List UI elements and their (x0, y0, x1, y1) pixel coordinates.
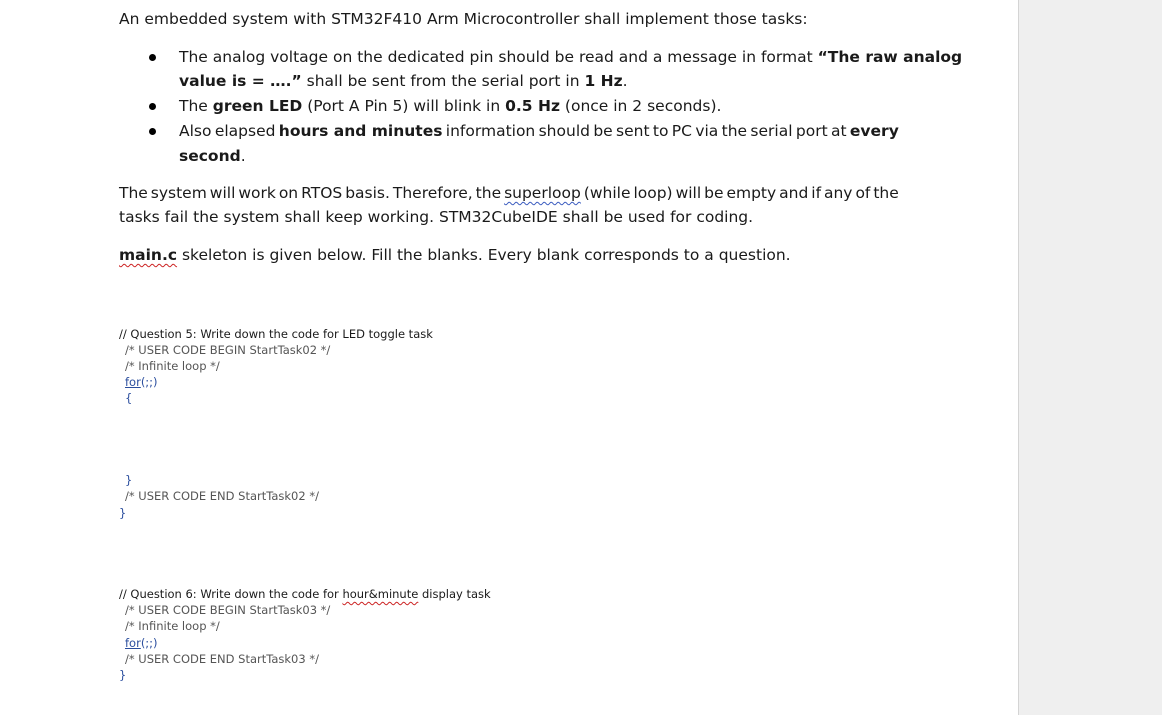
bullet-3-period: . (240, 147, 246, 165)
word: and (779, 184, 809, 202)
q5-end-comment: /* USER CODE END StartTask02 */ (125, 489, 319, 503)
word: of (855, 184, 871, 202)
word: sent (616, 122, 650, 140)
q6-comment-end: display task (418, 587, 491, 601)
q5-function-close: } (119, 506, 127, 520)
word: any (823, 184, 853, 202)
system-text: tasks fail the system shall keep working. STM32CubeIDE shall be used for coding. (119, 208, 754, 226)
bullet-icon (149, 128, 156, 135)
for-args: (;;) (140, 375, 158, 389)
q6-begin-comment: /* USER CODE BEGIN StartTask03 */ (125, 603, 331, 617)
word: Also (179, 122, 212, 140)
bullet-3-bold-second: second (179, 147, 241, 165)
q5-begin-comment: /* USER CODE BEGIN StartTask02 */ (125, 343, 331, 357)
q5-close-brace: } (125, 473, 133, 487)
word: to (652, 122, 669, 140)
bullet-2-led: green LED (212, 97, 303, 115)
word: Therefore, (392, 184, 473, 202)
word: port (795, 122, 828, 140)
bullet-2-frequency: 0.5 Hz (505, 97, 560, 115)
word: the (873, 184, 899, 202)
word: basis. (345, 184, 390, 202)
bullet-3-bold-hours: hours and minutes (278, 122, 443, 140)
system-paragraph-line-1 (119, 181, 899, 205)
word: will (675, 184, 702, 202)
word: PC (671, 122, 692, 140)
bullet-1-line-2 (179, 69, 899, 93)
q5-for-statement (125, 374, 158, 390)
q6-function-close: } (119, 668, 127, 682)
for-keyword: for (125, 636, 141, 650)
bullet-1-bold-format: “The raw analog (817, 48, 963, 66)
q5-comment: // Question 5: Write down the code for LED toggle task (119, 327, 433, 341)
word: if (811, 184, 822, 202)
bullet-icon (149, 54, 156, 61)
q6-comment-text: // Question 6: Write down the code for (119, 587, 343, 601)
word: the (721, 122, 748, 140)
skeleton-text: skeleton is given below. Fill the blanks. Every blank corresponds to a question. (177, 246, 791, 264)
for-keyword: for (125, 375, 141, 389)
q5-loop-comment: /* Infinite loop */ (125, 359, 220, 373)
bullet-1-frequency: 1 Hz (584, 72, 623, 90)
word: The (119, 184, 148, 202)
word: at (831, 122, 847, 140)
word: work (238, 184, 276, 202)
bullet-3-bold-every: every (849, 122, 899, 140)
q6-for-statement (125, 635, 158, 651)
intro-paragraph (119, 7, 899, 31)
file-name: main.c (119, 246, 178, 264)
skeleton-paragraph (119, 243, 899, 267)
word: loop) (633, 184, 673, 202)
q6-end-comment: /* USER CODE END StartTask03 */ (125, 652, 319, 666)
bullet-2-port: (Port A Pin 5) will blink in (302, 97, 506, 115)
word: via (695, 122, 719, 140)
q6-loop-comment: /* Infinite loop */ (125, 619, 220, 633)
word: should (538, 122, 590, 140)
bullet-1-line-1 (179, 45, 963, 69)
word: empty (726, 184, 777, 202)
word: RTOS (301, 184, 343, 202)
word: be (593, 122, 613, 140)
for-args: (;;) (140, 636, 158, 650)
system-paragraph-line-2 (119, 205, 899, 229)
intro-text: An embedded system with STM32F410 Arm Microcontroller shall implement those tasks: (119, 10, 808, 28)
word: (while (583, 184, 631, 202)
word: elapsed (214, 122, 276, 140)
bullet-1-bold-format-end: value is = ….” (179, 72, 302, 90)
bullet-2-text: The (179, 97, 213, 115)
q6-comment (119, 586, 491, 602)
bullet-icon (149, 103, 156, 110)
word-spellcheck: superloop (504, 184, 581, 202)
word: be (704, 184, 724, 202)
word: information (445, 122, 536, 140)
bullet-1-text-cont: shall be sent from the serial port in (301, 72, 585, 90)
bullet-3-line-1 (179, 119, 899, 143)
word: system (150, 184, 207, 202)
word: will (209, 184, 236, 202)
word: serial (750, 122, 793, 140)
bullet-3-line-2 (179, 144, 899, 168)
bullet-2-line (179, 94, 899, 118)
word: the (475, 184, 502, 202)
q6-comment-spellcheck: hour&minute (342, 587, 419, 601)
word: on (278, 184, 299, 202)
bullet-1-period: . (622, 72, 628, 90)
q5-open-brace: { (125, 391, 133, 405)
bullet-2-note: (once in 2 seconds). (559, 97, 722, 115)
right-margin-panel (1018, 0, 1162, 715)
bullet-1-text: The analog voltage on the dedicated pin should be read and a message in format (179, 48, 818, 66)
